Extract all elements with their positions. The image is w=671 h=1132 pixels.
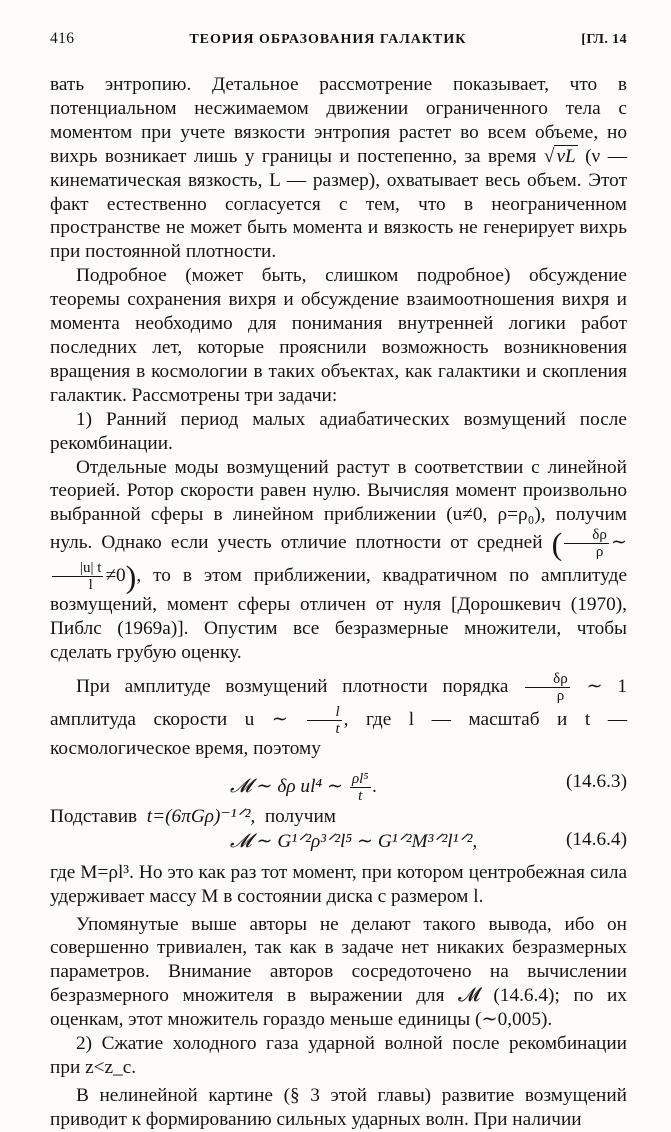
paragraph-7: где M=ρl³. Но это как раз тот момент, при котором центробежная сила удерживает массу M в состоянии диска с размером l. <box>50 861 627 907</box>
page-number: 416 <box>50 30 75 47</box>
paragraph-1 <box>50 73 627 264</box>
fraction-u-t-l: $\frac{|u| t}{l}$ <box>52 560 103 593</box>
paragraph-1-rest: (ν — кинематическая вязкость, L — размер), охватывает весь объем. Этот факт естественно согласуется с тем, что в неограниченном пространстве не может быть момента и вязкость не генерирует вихрь при постоянной плотности. <box>50 145 627 263</box>
paragraph-3: 1) Ранний период малых адиабатических возмущений после рекомбинации. <box>50 408 627 454</box>
paragraph-6-text-b: получим <box>264 805 337 827</box>
paragraph-6 <box>50 805 627 829</box>
sqrt-radicand: νL <box>556 145 576 167</box>
fraction-drho-rho-2: $\frac{\delta\rho}{\rho}$ <box>525 671 570 704</box>
equation-1-left: 𝓜 ∼ δρ ul⁴ ∼ <box>230 775 344 797</box>
equation-2-formula: 𝓜 ∼ G¹ᐟ²ρ³ᐟ²l⁵ ∼ G¹ᐟ²M³ᐟ²l¹ᐟ², <box>230 830 478 852</box>
paragraph-5-text-c: , где l — масштаб и t — космологическое время, поэтому <box>50 708 627 759</box>
page-header <box>50 30 627 54</box>
paragraph-4-rest: , то в этом приближении, квадратичном по амплитуде возмущений, момент сферы отличен от нуля [Дорошкевич (1970), Пиблс (1969а)]. Опустим все безразмерные множители, чтобы сделать грубую оценку. <box>50 565 627 664</box>
paragraph-4: Отдельные моды возмущений растут в соответствии с линейной теорией. Ротор скорости равен нулю. Вычисляя момент произвольно выбранной сферы в линейном приближении (u≠0, ρ=ρ₀), получим нуль. Однако если учесть отличие плотности от средней ( $\frac{\delta\rho}{\rho}$ ∼ $\frac{|u| t}{l}$ ≠0), то в этом приближении, квадратичном по амплитуде возмущений, момент сферы отличен от нуля [Дорошкевич (1970), Пиблс (1969а)]. Опустим все безразмерные множители, чтобы сделать грубую оценку. <box>50 456 628 664</box>
equation-14-6-4 <box>50 829 627 861</box>
fraction-l-t: $\frac{l}{t}$ <box>307 704 341 737</box>
paragraph-2: Подробное (может быть, слишком подробное) обсуждение теоремы сохранения вихря и обсуждение взаимоотношения вихря и момента необходимо для понимания внутренней логики работ последних лет, которые прояснили возможность возникновения вращения в космологии в таких объектах, как галактики и скопления галактик. Рассмотрены три задачи: <box>50 265 627 406</box>
substitution-formula: t=(6πGρ)⁻¹ᐟ², <box>146 805 256 827</box>
paragraph-1-text: вать энтропию. Детальное рассмотрение показывает, что в потенциальном несжимаемом движении ограниченного тела с моментом при учете вязкости энтропия растет во всем объеме, но вихрь возникает лишь у границы и постепенно, за время <box>50 74 627 167</box>
paragraph-6-text-a: Подставив <box>50 805 138 827</box>
equation-number-1: (14.6.3) <box>565 770 627 792</box>
chapter-marker: [ГЛ. 14 <box>581 32 627 47</box>
sqrt-formula: √ νL <box>543 145 576 167</box>
paragraph-5 <box>50 671 627 761</box>
paragraph-5-text-b: ∼ 1 амплитуда скорости u ∼ <box>50 675 628 730</box>
fraction-rho-l5-t: $\frac{\text{ρl⁵}}{t}$ <box>351 770 369 804</box>
paragraph-5-text-a: При амплитуде возмущений плотности порядка <box>76 675 509 697</box>
paragraph-10: В нелинейной картине (§ 3 этой главы) развитие возмущений приводит к формированию сильных ударных волн. При наличии <box>50 1084 627 1130</box>
equation-number-2: (14.6.4) <box>565 828 627 850</box>
paragraph-8: Упомянутые выше авторы не делают такого вывода, ибо он совершенно тривиален, так как в задаче нет никаких безразмерных параметров. Внимание авторов сосредоточено на вычислении безразмерного множителя в выражении для 𝓜 (14.6.4); по их оценкам, этот множитель гораздо меньше единицы (∼0,005). <box>50 913 627 1031</box>
paragraph-9: 2) Сжатие холодного газа ударной волной после рекомбинации при z<z_c. <box>50 1033 627 1078</box>
fraction-drho-rho: $\frac{\delta\rho}{\rho}$ <box>564 527 609 560</box>
paragraph-4-text: Отдельные моды возмущений растут в соответствии с линейной теорией. Ротор скорости равен нулю. Вычисляя момент произвольно выбранной сферы в линейном приближении (u≠0, ρ=ρ₀), получим нуль. Однако если учесть отличие плотности от средней <box>50 456 627 554</box>
running-title: ТЕОРИЯ ОБРАЗОВАНИЯ ГАЛАКТИК <box>189 32 467 47</box>
equation-14-6-3: 𝓜 ∼ δρ ul⁴ ∼ $\frac{\text{ρl⁵}}{t}$ . (14.6.3) <box>230 770 627 804</box>
